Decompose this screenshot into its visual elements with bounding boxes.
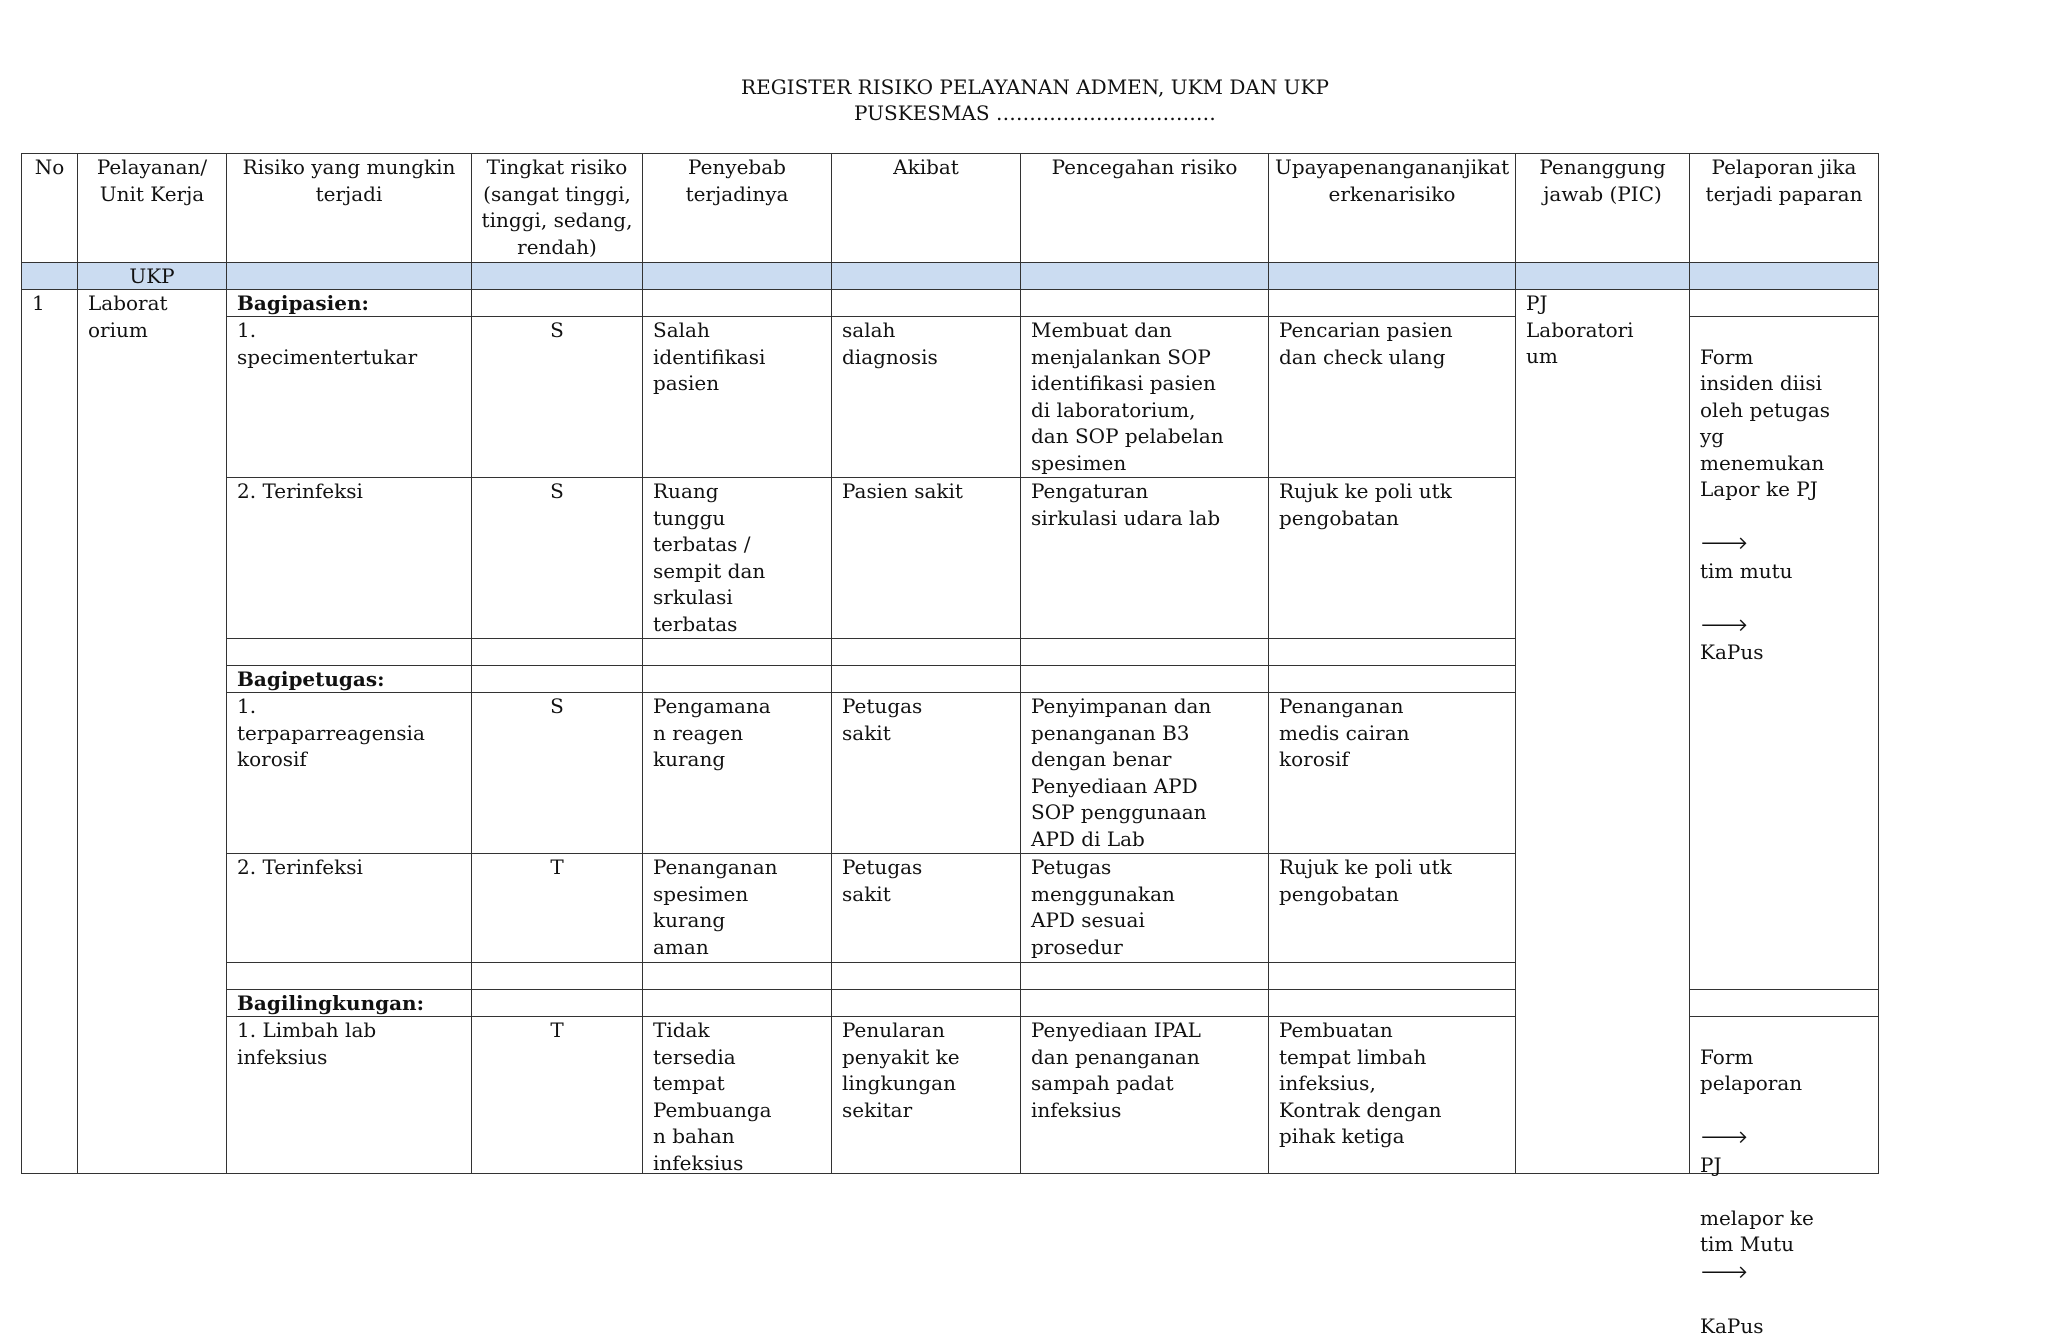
group-cell <box>831 289 1021 317</box>
risk-cell: 2. Terinfeksi <box>226 853 472 963</box>
empty-cell <box>1020 962 1269 990</box>
report-text: KaPus <box>1700 1313 1764 1338</box>
arrow-right-icon: 🡒 <box>1700 533 1749 554</box>
section-cell <box>831 262 1021 290</box>
empty-cell <box>831 962 1021 990</box>
header-no: No <box>21 153 78 263</box>
group-cell <box>642 289 832 317</box>
level-cell: T <box>471 853 643 963</box>
report-text: tim mutu <box>1700 558 1793 583</box>
handling-cell: Rujuk ke poli utk pengobatan <box>1268 853 1516 963</box>
cause-cell: Ruang tunggu terbatas / sempit dan srkulasi terbatas <box>642 477 832 639</box>
header-handling: Upayapenangananjikat erkenarisiko <box>1268 153 1516 263</box>
empty-cell <box>471 962 643 990</box>
group-cell <box>831 989 1021 1017</box>
document-subtitle: PUSKESMAS …………………………… <box>854 101 1216 125</box>
header-risk: Risiko yang mungkin terjadi <box>226 153 472 263</box>
group-cell <box>642 665 832 693</box>
empty-cell <box>1020 638 1269 666</box>
header-effect: Akibat <box>831 153 1021 263</box>
handling-cell: Penanganan medis cairan korosif <box>1268 692 1516 854</box>
section-cell <box>226 262 472 290</box>
prevention-cell: Membuat dan menjalankan SOP identifikasi pasien di laboratorium, dan SOP pelabelan spesimen <box>1020 316 1269 478</box>
section-label: UKP <box>77 262 227 290</box>
group-cell <box>471 289 643 317</box>
group-cell <box>1020 989 1269 1017</box>
prevention-cell: Penyediaan IPAL dan penanganan sampah padat infeksius <box>1020 1016 1269 1174</box>
header-prevention: Pencegahan risiko <box>1020 153 1269 263</box>
report-cell <box>1689 1016 1879 1338</box>
report-text: melapor ke tim Mutu <box>1700 1205 1814 1256</box>
level-cell: S <box>471 692 643 854</box>
report-text: KaPus <box>1700 640 1764 664</box>
group-lingkungan-label: Bagilingkungan: <box>226 989 472 1017</box>
header-cause: Penyebab terjadinya <box>642 153 832 263</box>
cause-cell: Penanganan spesimen kurang aman <box>642 853 832 963</box>
handling-cell: Pembuatan tempat limbah infeksius, Kontrak dengan pihak ketiga <box>1268 1016 1516 1174</box>
level-cell: T <box>471 1016 643 1174</box>
row-number: 1 <box>21 289 78 1174</box>
section-empty-no <box>21 262 78 290</box>
section-cell <box>1268 262 1516 290</box>
risk-cell: 2. Terinfeksi <box>226 477 472 639</box>
group-cell <box>471 989 643 1017</box>
risk-cell: 1. Limbah lab infeksius <box>226 1016 472 1174</box>
empty-cell <box>1268 962 1516 990</box>
level-cell: S <box>471 477 643 639</box>
effect-cell: salah diagnosis <box>831 316 1021 478</box>
section-cell <box>1515 262 1690 290</box>
unit-name: Laborat orium <box>77 289 227 1174</box>
cause-cell: Pengamana n reagen kurang <box>642 692 832 854</box>
cause-cell: Salah identifikasi pasien <box>642 316 832 478</box>
arrow-right-icon: 🡒 <box>1700 1127 1749 1148</box>
group-cell <box>471 665 643 693</box>
report-text: Form pelaporan <box>1700 1044 1803 1095</box>
empty-cell <box>831 638 1021 666</box>
header-unit: Pelayanan/ Unit Kerja <box>77 153 227 263</box>
group-cell <box>642 989 832 1017</box>
group-cell <box>1689 989 1879 1017</box>
handling-cell: Pencarian pasien dan check ulang <box>1268 316 1516 478</box>
document-title: REGISTER RISIKO PELAYANAN ADMEN, UKM DAN UKP <box>741 75 1329 99</box>
group-cell <box>1020 289 1269 317</box>
empty-cell <box>226 962 472 990</box>
effect-cell: Penularan penyakit ke lingkungan sekitar <box>831 1016 1021 1174</box>
prevention-cell: Penyimpanan dan penanganan B3 dengan benar Penyediaan APD SOP penggunaan APD di Lab <box>1020 692 1269 854</box>
cause-cell: Tidak tersedia tempat Pembuanga n bahan infeksius <box>642 1016 832 1174</box>
empty-cell <box>1268 638 1516 666</box>
group-petugas-label: Bagipetugas: <box>226 665 472 693</box>
group-pasien-label: Bagipasien: <box>226 289 472 317</box>
risk-cell: 1. specimentertukar <box>226 316 472 478</box>
prevention-cell: Pengaturan sirkulasi udara lab <box>1020 477 1269 639</box>
empty-cell <box>471 638 643 666</box>
section-cell <box>642 262 832 290</box>
report-cell <box>1689 316 1879 990</box>
header-level: Tingkat risiko (sangat tinggi, tinggi, sedang, rendah) <box>471 153 643 263</box>
group-cell <box>1268 289 1516 317</box>
section-cell <box>471 262 643 290</box>
prevention-cell: Petugas menggunakan APD sesuai prosedur <box>1020 853 1269 963</box>
report-text: Form insiden diisi oleh petugas yg menemukan Lapor ke PJ <box>1700 344 1831 501</box>
handling-cell: Rujuk ke poli utk pengobatan <box>1268 477 1516 639</box>
effect-cell: Petugas sakit <box>831 692 1021 854</box>
group-cell <box>831 665 1021 693</box>
group-cell <box>1689 289 1879 317</box>
header-report: Pelaporan jika terjadi paparan <box>1689 153 1879 263</box>
level-cell: S <box>471 316 643 478</box>
arrow-right-icon: 🡒 <box>1700 614 1749 636</box>
section-cell <box>1689 262 1879 290</box>
report-text: PJ <box>1700 1152 1722 1177</box>
group-cell <box>1268 989 1516 1017</box>
effect-cell: Pasien sakit <box>831 477 1021 639</box>
arrow-right-icon: 🡒 <box>1700 1261 1749 1283</box>
header-pic: Penanggung jawab (PIC) <box>1515 153 1690 263</box>
group-cell <box>1268 665 1516 693</box>
empty-cell <box>642 638 832 666</box>
risk-cell: 1. terpaparreagensia korosif <box>226 692 472 854</box>
section-cell <box>1020 262 1269 290</box>
group-cell <box>1020 665 1269 693</box>
empty-cell <box>226 638 472 666</box>
empty-cell <box>642 962 832 990</box>
effect-cell: Petugas sakit <box>831 853 1021 963</box>
pic-name: PJ Laboratori um <box>1515 289 1690 1174</box>
